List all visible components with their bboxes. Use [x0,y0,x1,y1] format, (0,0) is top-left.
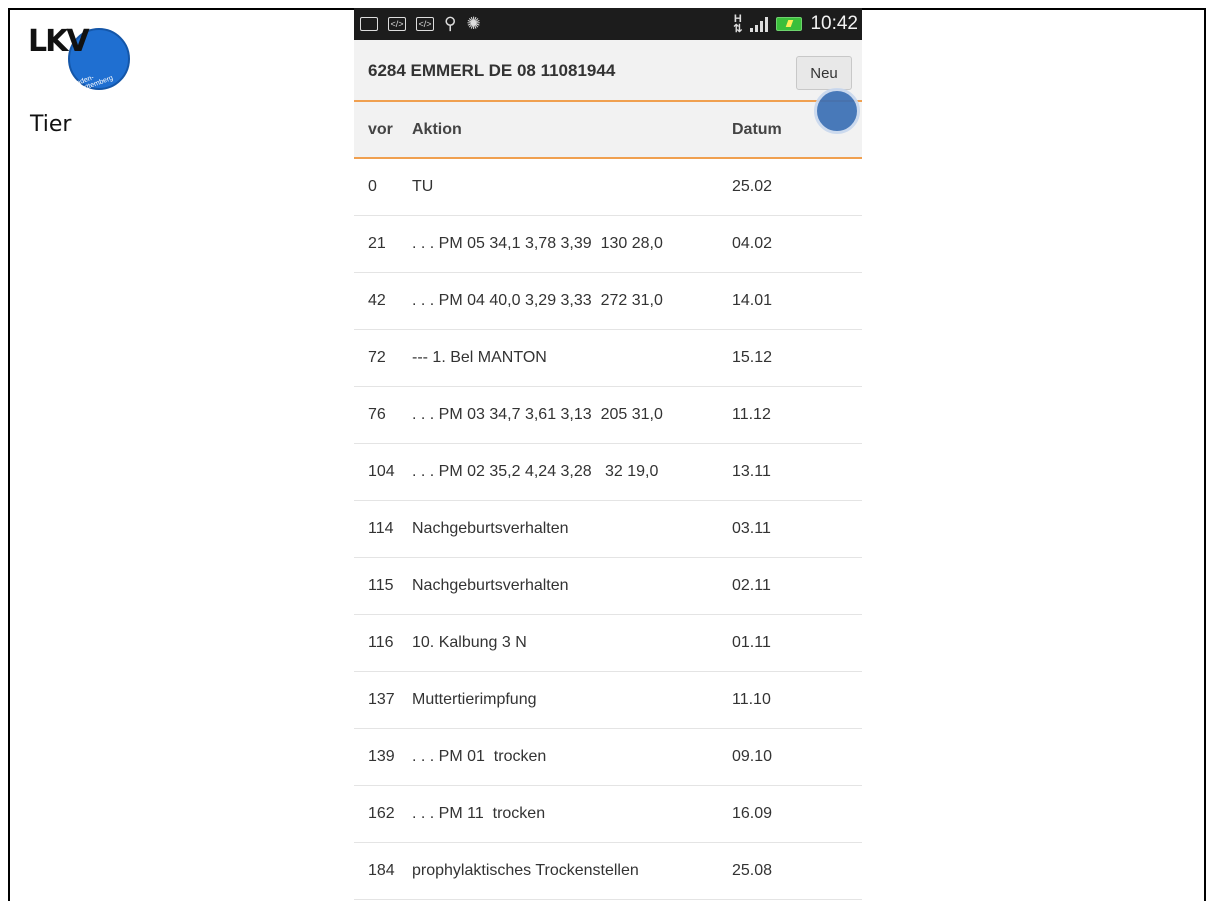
cell-vor: 104 [368,463,395,480]
cell-aktion: Muttertierimpfung [412,691,537,708]
cell-aktion: . . . PM 03 34,7 3,61 3,13 205 31,0 [412,406,663,423]
table-row[interactable] [354,387,862,444]
table-row[interactable] [354,444,862,501]
cell-vor: 42 [368,292,386,309]
table-row[interactable] [354,786,862,843]
table-row[interactable] [354,216,862,273]
table-row[interactable] [354,330,862,387]
cell-datum: 03.11 [732,520,771,537]
cell-aktion: --- 1. Bel MANTON [412,349,547,366]
cell-aktion: TU [412,178,434,195]
table-row[interactable] [354,558,862,615]
keyboard-icon [360,17,378,31]
cell-vor: 76 [368,406,386,423]
cell-vor: 115 [368,577,394,594]
page-label: Tier [30,112,72,137]
column-header-datum[interactable]: Datum [732,120,782,138]
clock: 10:42 [810,13,858,34]
table-row[interactable] [354,843,862,900]
cell-datum: 01.11 [732,634,771,651]
logo-text: LKV [28,24,88,59]
code-icon: </> [388,17,406,31]
cell-aktion: . . . PM 04 40,0 3,29 3,33 272 31,0 [412,292,663,309]
logo-ring-text: Baden-Württemberg [71,74,115,96]
cell-aktion: 10. Kalbung 3 N [412,634,527,651]
usb-icon: ⚲ [444,14,457,33]
cell-vor: 139 [368,748,395,765]
android-debug-icon: ✺ [466,14,481,33]
title-bar [354,40,862,102]
cell-vor: 116 [368,634,394,651]
cell-datum: 04.02 [732,235,773,252]
cell-aktion: Nachgeburtsverhalten [412,577,569,594]
table-row[interactable] [354,729,862,786]
cell-vor: 21 [368,235,386,252]
table-row[interactable] [354,159,862,216]
new-button[interactable]: Neu [796,56,852,90]
cell-aktion: Nachgeburtsverhalten [412,520,569,537]
frame-left-border [8,8,10,901]
touch-indicator [814,88,860,134]
cell-datum: 14.01 [732,292,773,309]
cell-aktion: . . . PM 05 34,1 3,78 3,39 130 28,0 [412,235,663,252]
cell-vor: 137 [368,691,395,708]
cell-datum: 09.10 [732,748,773,765]
code-icon-2: </> [416,17,434,31]
battery-charging-icon [776,17,802,31]
animal-title: 6284 EMMERL DE 08 11081944 [368,61,616,80]
column-header-vor[interactable]: vor [368,120,393,138]
cell-datum: 11.10 [732,691,771,708]
cell-aktion: . . . PM 02 35,2 4,24 3,28 32 19,0 [412,463,659,480]
lkv-logo [28,22,128,102]
table-row[interactable] [354,501,862,558]
cell-vor: 114 [368,520,394,537]
cell-datum: 25.02 [732,178,773,195]
cell-datum: 25.08 [732,862,773,879]
cell-vor: 72 [368,349,386,366]
signal-strength-icon [750,16,768,32]
cell-aktion: . . . PM 01 trocken [412,748,547,765]
cell-datum: 15.12 [732,349,773,366]
cell-datum: 02.11 [732,577,771,594]
table-row[interactable] [354,672,862,729]
cell-datum: 16.09 [732,805,773,822]
table-row[interactable] [354,615,862,672]
table-row[interactable] [354,273,862,330]
hspa-network-icon: H ⇅ [733,13,743,35]
cell-datum: 13.11 [732,463,771,480]
cell-aktion: prophylaktisches Trockenstellen [412,862,639,879]
table-body [354,159,862,900]
cell-vor: 162 [368,805,395,822]
phone-screen [354,8,862,901]
table-header [354,102,862,159]
cell-vor: 184 [368,862,395,879]
status-bar [354,8,862,40]
cell-aktion: . . . PM 11 trocken [412,805,546,822]
cell-vor: 0 [368,178,377,195]
column-header-aktion[interactable]: Aktion [412,120,462,138]
cell-datum: 11.12 [732,406,771,423]
